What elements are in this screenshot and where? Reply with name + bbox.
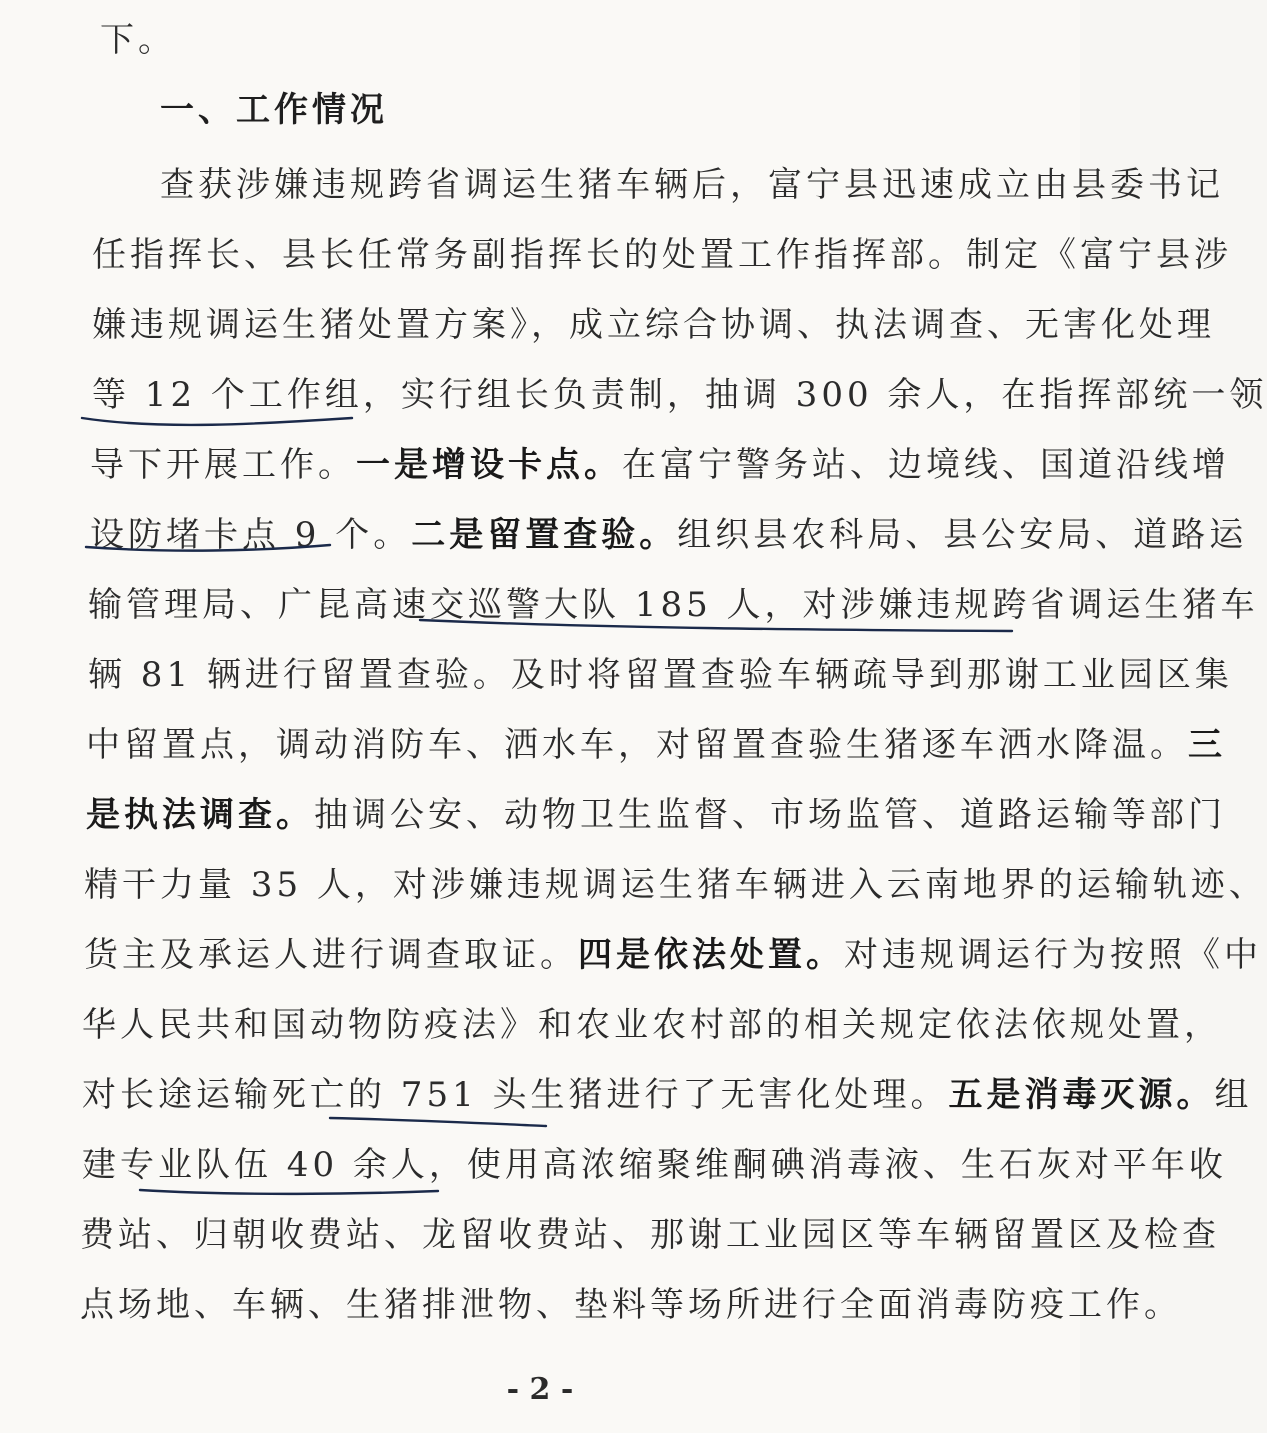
text-segment: 抽调公安、动物卫生监督、市场监管、道路运输等部门 [314, 795, 1226, 835]
text-segment: 在富宁警务站、边境线、国道沿线增 [622, 445, 1230, 485]
bold-point-label: 二是留置查验。 [411, 515, 678, 555]
text-segment: 设防堵卡点 9 个。 [90, 515, 412, 555]
text-line [82, 1075, 1253, 1115]
underline-12-groups [82, 418, 352, 425]
text-line [86, 725, 1226, 765]
text-segment: 输管理局、广昆高速交巡警大队 185 人，对涉嫌违规跨省调运生猪车 [88, 585, 1259, 625]
text-line [92, 305, 1215, 345]
text-line [84, 935, 1262, 975]
text-segment: 货主及承运人进行调查取证。 [84, 935, 578, 975]
text-line [92, 235, 1232, 275]
text-line [90, 445, 1230, 485]
text-line [88, 655, 1233, 695]
text-line [88, 585, 1259, 625]
bold-point-label: 三 [1188, 725, 1226, 765]
text-segment: 点场地、车辆、生猪排泄物、垫料等场所进行全面消毒防疫工作。 [80, 1285, 1182, 1325]
text-line [92, 375, 1267, 415]
text-segment: 对长途运输死亡的 751 头生猪进行了无害化处理。 [82, 1075, 949, 1115]
text-segment: 辆 81 辆进行留置查验。及时将留置查验车辆疏导到那谢工业园区集 [88, 655, 1233, 695]
text-line [84, 865, 1267, 905]
text-segment: 中留置点，调动消防车、洒水车，对留置查验生猪逐车洒水降温。 [86, 725, 1188, 765]
bold-point-label: 是执法调查。 [86, 795, 314, 835]
page-number: - 2 - [506, 1372, 574, 1407]
text-segment: 建专业队伍 40 余人，使用高浓缩聚维酮碘消毒液、生石灰对平年收 [82, 1145, 1227, 1185]
text-segment: 嫌违规调运生猪处置方案》，成立综合协调、执法调查、无害化处理 [92, 305, 1215, 345]
top-fragment: 下。 [100, 20, 176, 60]
underline-40-members [140, 1190, 438, 1194]
bold-point-label: 四是依法处置。 [578, 935, 844, 975]
text-line [80, 1285, 1182, 1325]
text-segment: 组 [1214, 1075, 1253, 1115]
text-line [90, 515, 1247, 555]
bold-point-label: 一是增设卡点。 [356, 445, 622, 485]
bold-point-label: 五是消毒灭源。 [948, 1075, 1215, 1115]
text-segment: 任指挥长、县长任常务副指挥长的处置工作指挥部。制定《富宁县涉 [92, 235, 1232, 275]
text-segment: 组织县农科局、县公安局、道路运 [677, 515, 1248, 555]
text-segment: 费站、归朝收费站、龙留收费站、那谢工业园区等车辆留置区及检查 [80, 1215, 1220, 1255]
text-line [80, 1215, 1220, 1255]
text-line [82, 1005, 1222, 1045]
text-segment: 华人民共和国动物防疫法》和农业农村部的相关规定依法依规处置， [82, 1005, 1222, 1045]
text-segment: 等 12 个工作组，实行组长负责制，抽调 300 余人，在指挥部统一领 [92, 375, 1267, 415]
text-segment: 导下开展工作。 [90, 445, 356, 485]
text-segment: 精干力量 35 人，对涉嫌违规调运生猪车辆进入云南地界的运输轨迹、 [84, 865, 1267, 905]
text-line [160, 165, 1224, 205]
text-segment: 对违规调运行为按照《中 [844, 935, 1262, 975]
text-line [86, 795, 1226, 835]
text-line [82, 1145, 1227, 1185]
text-segment: 查获涉嫌违规跨省调运生猪车辆后，富宁县迅速成立由县委书记 [160, 165, 1224, 205]
section-heading: 一、工作情况 [160, 90, 388, 130]
underline-751-pigs [330, 1118, 546, 1126]
